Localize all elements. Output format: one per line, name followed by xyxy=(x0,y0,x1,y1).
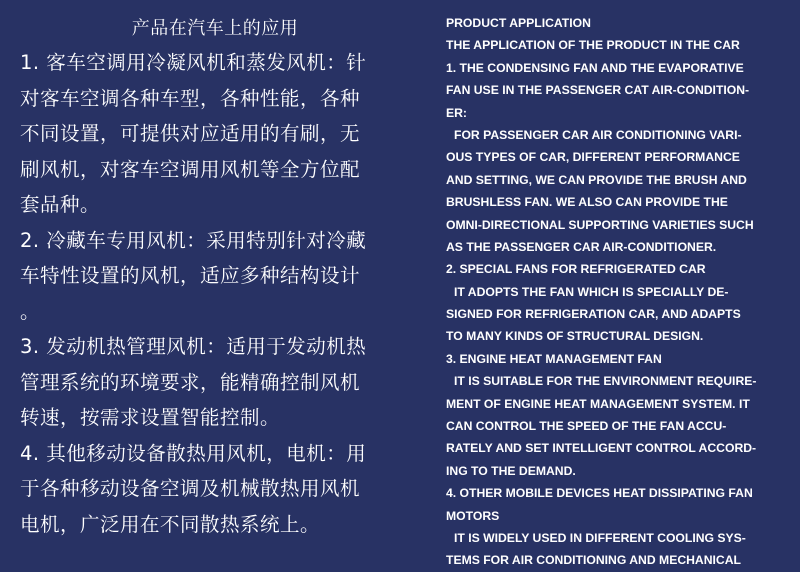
english-line: IT ADOPTS THE FAN WHICH IS SPECIALLY DE- xyxy=(454,284,729,299)
chinese-title: 产品在汽车上的应用 xyxy=(131,18,299,39)
chinese-line: 对客车空调各种车型，各种性能，各种 xyxy=(20,86,361,110)
english-line: ING TO THE DEMAND. xyxy=(446,463,576,478)
english-line: 3. ENGINE HEAT MANAGEMENT FAN xyxy=(446,351,662,366)
english-line: MOTORS xyxy=(446,508,500,523)
chinese-line: 。 xyxy=(20,299,41,323)
chinese-line: 车特性设置的风机，适应多种结构设计 xyxy=(20,264,361,287)
chinese-line: 转速，按需求设置智能控制。 xyxy=(20,406,281,429)
chinese-line: 1. 客车空调用冷凝风机和蒸发风机：针 xyxy=(20,51,367,74)
chinese-column xyxy=(20,12,410,542)
chinese-line: 套品种。 xyxy=(20,193,101,216)
english-line: 1. THE CONDENSING FAN AND THE EVAPORATIVE xyxy=(446,60,744,75)
english-line: FOR PASSENGER CAR AIR CONDITIONING VARI- xyxy=(454,127,742,142)
chinese-line: 电机，广泛用在不同散热系统上。 xyxy=(20,512,321,536)
english-line: SIGNED FOR REFRIGERATION CAR, AND ADAPTS xyxy=(446,307,741,322)
english-line: OUS TYPES OF CAR, DIFFERENT PERFORMANCE xyxy=(446,150,740,165)
chinese-line: 不同设置，可提供对应适用的有刷，无 xyxy=(20,122,361,145)
english-line: TO MANY KINDS OF STRUCTURAL DESIGN. xyxy=(446,329,704,344)
chinese-line: 刷风机，对客车空调用风机等全方位配 xyxy=(20,157,361,181)
english-line: CAN CONTROL THE SPEED OF THE FAN ACCU- xyxy=(446,419,727,434)
chinese-line: 3. 发动机热管理风机：适用于发动机热 xyxy=(20,335,367,358)
english-line: AS THE PASSENGER CAR AIR-CONDITIONER. xyxy=(446,239,717,254)
chinese-section-3 xyxy=(20,329,410,436)
english-line: 2. SPECIAL FANS FOR REFRIGERATED CAR xyxy=(446,262,706,277)
english-line: RATELY AND SET INTELLIGENT CONTROL ACCORD- xyxy=(446,441,757,456)
english-line: OMNI-DIRECTIONAL SUPPORTING VARIETIES SUCH xyxy=(446,217,754,232)
english-line: MENT OF ENGINE HEAT MANAGEMENT SYSTEM. IT xyxy=(446,396,750,411)
chinese-section-2 xyxy=(20,223,410,330)
english-subheading: THE APPLICATION OF THE PRODUCT IN THE CAR xyxy=(446,38,740,53)
chinese-line: 2. 冷藏车专用风机：采用特别针对冷藏 xyxy=(20,228,367,252)
chinese-line: 4. 其他移动设备散热用风机，电机：用 xyxy=(20,441,367,465)
chinese-line: 于各种移动设备空调及机械散热用风机 xyxy=(20,477,361,500)
english-heading: PRODUCT APPLICATION xyxy=(446,16,591,30)
english-line: 4. OTHER MOBILE DEVICES HEAT DISSIPATING FAN xyxy=(446,486,753,501)
english-line: FAN USE IN THE PASSENGER CAT AIR-CONDITION- xyxy=(446,83,750,98)
chinese-line: 管理系统的环境要求，能精确控制风机 xyxy=(20,370,361,394)
chinese-section-1 xyxy=(20,45,410,223)
english-column xyxy=(446,12,786,572)
english-line: TEMS FOR AIR CONDITIONING AND MECHANICAL xyxy=(446,553,741,568)
english-line: IT IS WIDELY USED IN DIFFERENT COOLING SYS- xyxy=(454,530,746,545)
chinese-section-4 xyxy=(20,436,410,543)
english-line: BRUSHLESS FAN. WE ALSO CAN PROVIDE THE xyxy=(446,195,728,210)
english-line: AND SETTING, WE CAN PROVIDE THE BRUSH AND xyxy=(446,172,747,187)
english-line: ER: xyxy=(446,105,467,120)
english-line: IT IS SUITABLE FOR THE ENVIRONMENT REQUIRE- xyxy=(454,374,757,389)
